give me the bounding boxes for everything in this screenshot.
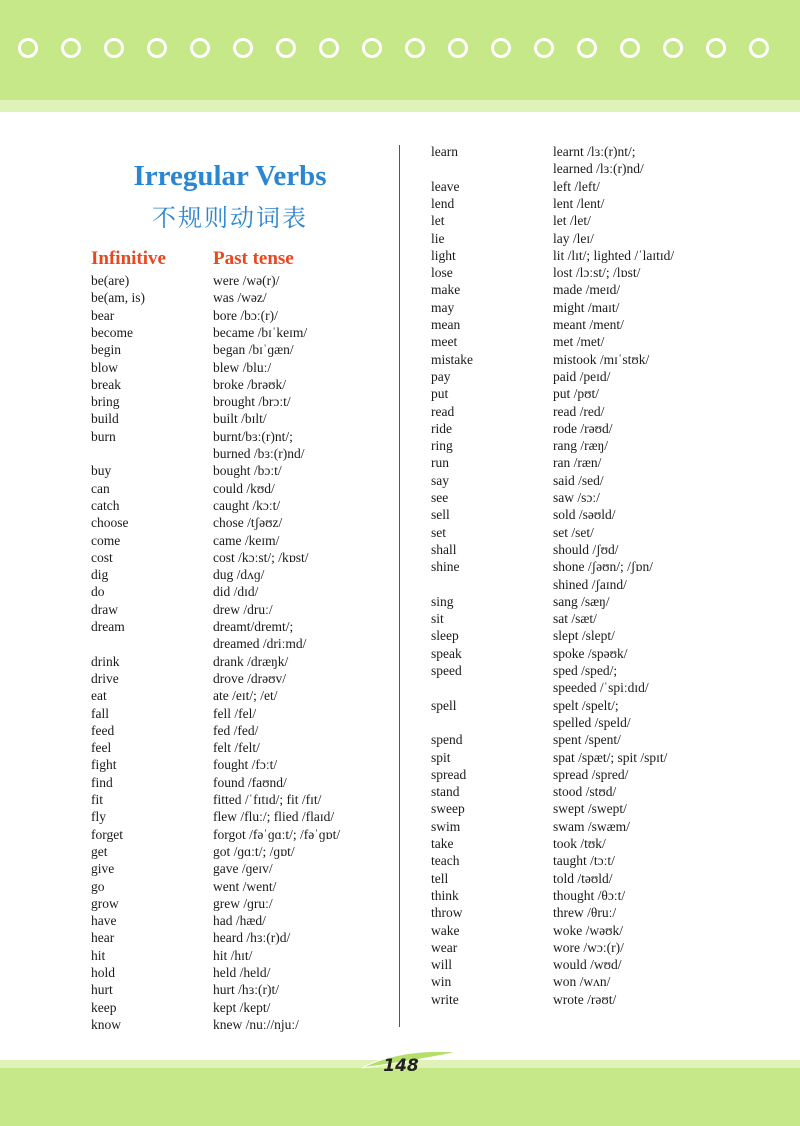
verb-infinitive: see (431, 490, 449, 505)
verb-infinitive: hold (91, 965, 116, 980)
verb-infinitive: stand (431, 784, 460, 800)
verb-past-tense: won /wʌn/ (553, 974, 611, 990)
verb-infinitive: feed (91, 722, 115, 738)
verb-infinitive: lend (431, 195, 455, 211)
ring-ornament-icon (362, 38, 382, 58)
verb-past-tense: felt /felt/ (213, 740, 260, 756)
verb-infinitive: speed (431, 663, 462, 678)
verb-past-tense: set /set/ (553, 524, 594, 540)
verb-infinitive: teach (431, 853, 460, 869)
verb-infinitive: know (91, 1016, 121, 1032)
verb-infinitive: choose (91, 515, 129, 531)
ring-ornament-icon (534, 38, 554, 58)
verb-past-tense: spread /spred/ (553, 766, 629, 782)
verb-infinitive: take (431, 836, 454, 851)
ring-ornament-icon (577, 38, 597, 58)
verb-infinitive: ride (431, 420, 452, 436)
verb-infinitive: fly (91, 809, 106, 825)
verb-infinitive: drink (91, 653, 120, 669)
verb-infinitive: build (91, 411, 119, 427)
verb-infinitive: do (91, 584, 105, 600)
verb-infinitive: shine (431, 559, 460, 575)
verb-infinitive: keep (91, 999, 117, 1015)
verb-infinitive: shall (431, 541, 457, 557)
verb-infinitive: read (431, 403, 455, 419)
verb-past-tense: burnt/bɜː(r)nt/; (213, 428, 293, 444)
verb-infinitive: hit (91, 947, 106, 963)
verb-infinitive: put (431, 386, 449, 402)
verb-past-tense: built /bɪlt/ (213, 411, 267, 427)
verb-past-tense: said /sed/ (553, 472, 604, 488)
verb-past-tense: would /wʊd/ (553, 957, 622, 973)
verb-infinitive: bring (91, 394, 120, 410)
verb-infinitive: light (431, 247, 456, 263)
past-tense-header: Past tense (213, 248, 294, 269)
verb-infinitive: sweep (431, 801, 465, 817)
verb-past-tense: dreamed /driːmd/ (213, 636, 307, 652)
verb-infinitive: speak (431, 645, 462, 661)
ring-ornament-icon (18, 38, 38, 58)
verb-past-tense: did /dɪd/ (213, 584, 259, 600)
ring-ornament-icon (491, 38, 511, 58)
verb-infinitive: sit (431, 611, 444, 627)
ring-ornament-icon (405, 38, 425, 58)
ring-ornament-icon (620, 38, 640, 58)
verb-infinitive: say (431, 472, 449, 488)
verb-infinitive: bear (91, 307, 115, 323)
verb-past-tense: flew /fluː/; flied /flaɪd/ (213, 809, 335, 825)
verb-past-tense: learnt /lɜː(r)nt/; (553, 144, 636, 159)
verb-past-tense: took /tʊk/ (553, 836, 606, 851)
verb-past-tense: sped /sped/; (553, 663, 618, 678)
verb-past-tense: made /meɪd/ (553, 282, 621, 298)
verb-past-tense: rang /ræŋ/ (553, 438, 609, 454)
verb-past-tense: stood /stʊd/ (553, 784, 617, 800)
verb-past-tense: rode /rəʊd/ (553, 420, 613, 436)
verb-past-tense: spent /spent/ (553, 732, 621, 748)
verb-infinitive: spell (431, 697, 457, 713)
ring-ornament-icon (749, 38, 769, 58)
verb-past-tense: burned /bɜː(r)nd/ (213, 446, 305, 461)
verb-infinitive: will (431, 957, 453, 973)
verb-infinitive: meet (431, 334, 458, 350)
verb-past-tense: sang /sæŋ/ (553, 593, 610, 609)
verb-past-tense: lost /lɔːst/; /lɒst/ (553, 265, 641, 281)
verb-infinitive: be(are) (91, 273, 130, 288)
verb-infinitive: sell (431, 507, 450, 523)
verb-past-tense: lit /lɪt/; lighted /ˈlaɪtɪd/ (553, 247, 675, 263)
verb-infinitive: spit (431, 749, 451, 765)
verb-past-tense: taught /tɔːt/ (553, 853, 615, 869)
infinitive-header: Infinitive (91, 248, 166, 269)
verb-past-tense: knew /nuː//njuː/ (213, 1016, 299, 1032)
verb-past-tense: met /met/ (553, 334, 605, 350)
verb-past-tense: became /bɪˈkeɪm/ (213, 324, 308, 340)
verb-infinitive: go (91, 878, 105, 894)
verb-past-tense: came /keɪm/ (213, 532, 280, 548)
verb-past-tense: broke /brəʊk/ (213, 376, 287, 392)
ring-ornament-icon (448, 38, 468, 58)
verb-past-tense: lent /lent/ (553, 195, 605, 211)
verb-infinitive: tell (431, 870, 449, 886)
verb-infinitive: think (431, 887, 459, 903)
verb-past-tense: fitted /ˈfɪtɪd/; fit /fɪt/ (213, 792, 322, 807)
verb-past-tense: grew /ɡruː/ (213, 895, 273, 911)
verb-infinitive: drive (91, 670, 119, 686)
verb-past-tense: brought /brɔːt/ (213, 394, 291, 410)
top-band-stripe (0, 100, 800, 112)
ring-ornament-icon (233, 38, 253, 58)
verb-past-tense: fed /fed/ (213, 722, 259, 738)
verb-past-tense: drew /druː/ (213, 601, 273, 617)
verb-infinitive: spread (431, 766, 467, 782)
verb-infinitive: sing (431, 593, 454, 609)
page-number: 148 (383, 1056, 419, 1076)
ring-ornament-icon (663, 38, 683, 58)
verb-infinitive: draw (91, 601, 118, 617)
verb-infinitive: dig (91, 567, 109, 583)
verb-past-tense: found /faʊnd/ (213, 774, 287, 790)
verb-past-tense: sold /səʊld/ (553, 507, 616, 523)
verb-past-tense: dug /dʌɡ/ (213, 567, 265, 583)
verb-past-tense: paid /peɪd/ (553, 368, 611, 384)
verb-past-tense: swam /swæm/ (553, 818, 630, 834)
verb-infinitive: grow (91, 895, 119, 911)
verb-past-tense: learned /lɜː(r)nd/ (553, 161, 644, 177)
ring-ornament-icon (147, 38, 167, 58)
verb-infinitive: fight (91, 757, 117, 773)
verb-infinitive: have (91, 913, 117, 929)
column-divider (399, 145, 400, 1027)
verb-past-tense: chose /tʃəʊz/ (213, 515, 283, 531)
verb-past-tense: hurt /hɜː(r)t/ (213, 982, 280, 998)
verb-infinitive: dream (91, 619, 125, 634)
verb-past-tense: fought /fɔːt/ (213, 757, 278, 773)
verb-past-tense: saw /sɔː/ (553, 490, 600, 505)
verb-past-tense: shined /ʃaɪnd/ (553, 576, 627, 592)
verb-past-tense: meant /ment/ (553, 317, 624, 332)
verb-past-tense: sat /sæt/ (553, 611, 597, 627)
verb-past-tense: went /went/ (213, 878, 277, 894)
ring-ornament-icon (319, 38, 339, 58)
verb-infinitive: run (431, 455, 449, 471)
verb-infinitive: learn (431, 144, 458, 159)
verb-past-tense: might /maɪt/ (553, 299, 620, 315)
ring-ornament-icon (276, 38, 296, 58)
ring-ornament-icon (61, 38, 81, 58)
verb-infinitive: hear (91, 930, 115, 946)
verb-past-tense: ran /ræn/ (553, 455, 602, 471)
verb-infinitive: ring (431, 438, 453, 454)
verb-infinitive: make (431, 282, 461, 298)
ring-ornament-icon (104, 38, 124, 58)
verb-infinitive: become (91, 324, 133, 340)
verb-infinitive: may (431, 299, 455, 315)
verb-past-tense: could /kʊd/ (213, 480, 275, 496)
verb-past-tense: swept /swept/ (553, 801, 627, 817)
verb-infinitive: pay (431, 368, 451, 384)
verb-past-tense: shone /ʃəʊn/; /ʃɒn/ (553, 559, 653, 575)
verb-infinitive: can (91, 480, 110, 496)
verb-infinitive: wear (431, 939, 458, 955)
verb-infinitive: give (91, 861, 115, 877)
verb-infinitive: come (91, 532, 121, 548)
verb-infinitive: cost (91, 549, 113, 565)
verb-infinitive: buy (91, 463, 112, 479)
verb-infinitive: wake (431, 922, 460, 938)
verb-past-tense: kept /kept/ (213, 999, 271, 1015)
verb-past-tense: slept /slept/ (553, 628, 615, 644)
verb-past-tense: left /left/ (553, 178, 600, 194)
verb-past-tense: drove /drəʊv/ (213, 670, 287, 686)
verb-infinitive: set (431, 524, 446, 540)
page-title-chinese: 不规则动词表 (152, 204, 308, 232)
verb-past-tense: lay /leɪ/ (553, 230, 594, 246)
verb-past-tense: bought /bɔːt/ (213, 463, 282, 479)
verb-past-tense: should /ʃʊd/ (553, 541, 619, 557)
verb-past-tense: let /let/ (553, 213, 591, 229)
verb-past-tense: forgot /fəˈɡɑːt/; /fəˈɡɒt/ (213, 826, 341, 842)
verb-past-tense: wrote /rəʊt/ (553, 991, 617, 1007)
verb-infinitive: write (431, 991, 459, 1007)
verb-past-tense: blew /bluː/ (213, 359, 272, 375)
verb-past-tense: had /hæd/ (213, 913, 266, 929)
verb-past-tense: began /bɪˈɡæn/ (213, 342, 294, 358)
verb-past-tense: spoke /spəʊk/ (553, 645, 628, 661)
verb-past-tense: woke /wəʊk/ (553, 922, 624, 938)
verb-infinitive: fit (91, 792, 103, 807)
verb-infinitive: leave (431, 178, 460, 194)
verb-past-tense: cost /kɔːst/; /kɒst/ (213, 549, 309, 565)
verb-past-tense: caught /kɔːt/ (213, 497, 281, 513)
verb-infinitive: sleep (431, 628, 459, 644)
verb-infinitive: catch (91, 497, 120, 513)
verb-past-tense: held /held/ (213, 965, 271, 980)
verb-past-tense: speeded /ˈspiːdɪd/ (553, 680, 649, 696)
verb-infinitive: forget (91, 826, 123, 842)
verb-past-tense: told /təʊld/ (553, 870, 613, 886)
verb-past-tense: drank /dræŋk/ (213, 653, 289, 669)
verb-infinitive: blow (91, 359, 118, 375)
verb-past-tense: threw /θruː/ (553, 905, 617, 921)
verb-past-tense: fell /fel/ (213, 705, 257, 721)
verb-past-tense: bore /bɔː(r)/ (213, 307, 278, 323)
verb-past-tense: put /pʊt/ (553, 386, 600, 402)
verb-infinitive: get (91, 843, 108, 859)
verb-past-tense: mistook /mɪˈstʊk/ (553, 351, 650, 367)
verb-infinitive: mean (431, 317, 461, 332)
verb-past-tense: hit /hɪt/ (213, 947, 253, 963)
verb-infinitive: let (431, 213, 445, 229)
verb-past-tense: read /red/ (553, 403, 605, 419)
verb-infinitive: lie (431, 230, 445, 246)
verb-past-tense: gave /ɡeɪv/ (213, 861, 273, 877)
page-title: Irregular Verbs (133, 160, 327, 192)
verb-past-tense: wore /wɔː(r)/ (553, 939, 624, 955)
verb-infinitive: hurt (91, 982, 113, 998)
bottom-decorative-band (0, 1068, 800, 1126)
verb-past-tense: were /wə(r)/ (213, 273, 280, 288)
verb-infinitive: win (431, 974, 452, 990)
verb-infinitive: eat (91, 688, 107, 704)
verb-past-tense: spelt /spelt/; (553, 697, 619, 713)
verb-infinitive: spend (431, 732, 463, 748)
verb-past-tense: got /ɡɑːt/; /ɡɒt/ (213, 843, 295, 859)
verb-past-tense: ate /eɪt/; /et/ (213, 688, 278, 704)
verb-infinitive: swim (431, 818, 461, 834)
verb-infinitive: begin (91, 342, 121, 358)
verb-infinitive: break (91, 376, 121, 392)
verb-past-tense: heard /hɜː(r)d/ (213, 930, 291, 946)
verb-infinitive: burn (91, 428, 116, 444)
verb-infinitive: throw (431, 905, 463, 921)
verb-infinitive: lose (431, 265, 453, 281)
verb-infinitive: fall (91, 705, 109, 721)
verb-past-tense: spelled /speld/ (553, 714, 631, 730)
verb-infinitive: find (91, 774, 113, 790)
verb-past-tense: was /wəz/ (213, 290, 267, 306)
verb-past-tense: dreamt/dremt/; (213, 619, 294, 634)
verb-past-tense: spat /spæt/; spit /spɪt/ (553, 749, 668, 765)
verb-infinitive: mistake (431, 351, 473, 367)
verb-infinitive: be(am, is) (91, 290, 145, 306)
verb-past-tense: thought /θɔːt/ (553, 887, 626, 903)
verb-infinitive: feel (91, 740, 112, 756)
ring-ornament-icon (706, 38, 726, 58)
ring-ornament-icon (190, 38, 210, 58)
